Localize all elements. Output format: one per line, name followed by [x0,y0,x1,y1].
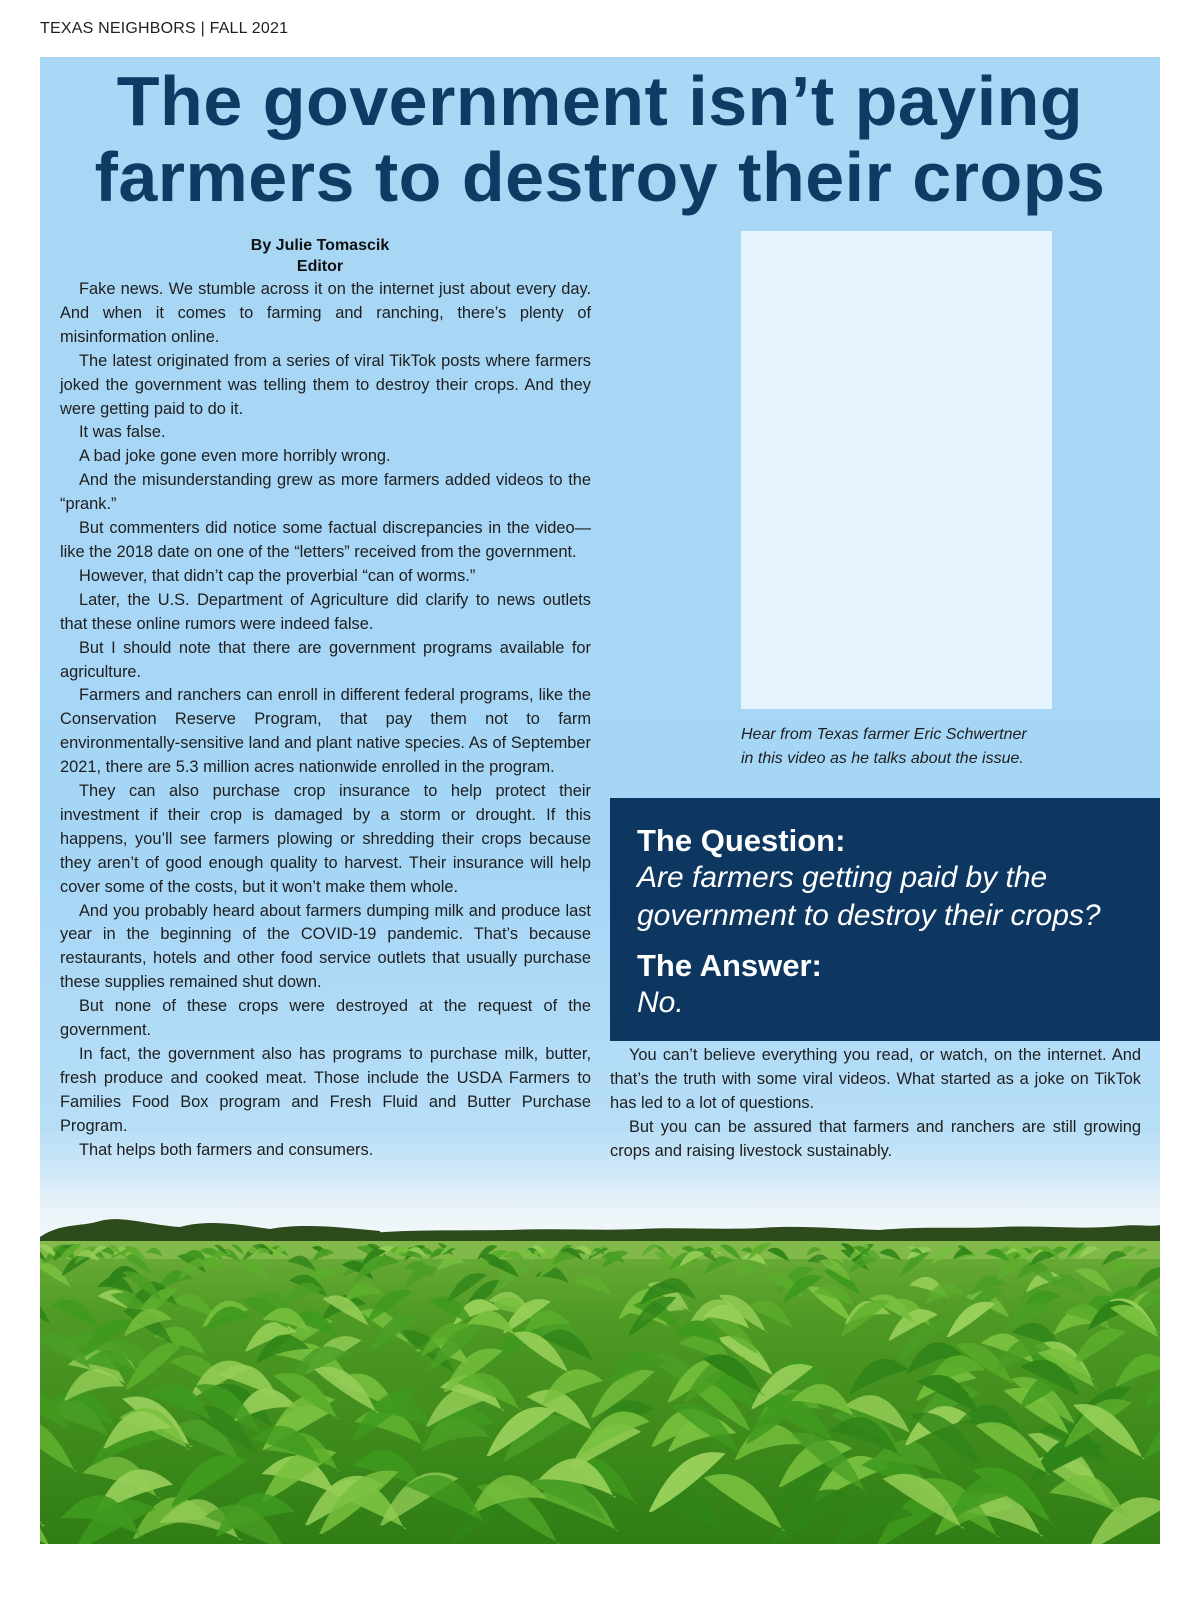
title-line-1: The government isn’t paying [116,62,1084,140]
right-column-body [610,1044,1141,1164]
byline [60,235,580,277]
paragraph: The latest originated from a series of viral TikTok posts where farmers joked the government was telling them to destroy their crops. And they were getting paid to do it. [60,351,591,418]
article-panel [40,57,1160,1544]
paragraph: In fact, the government also has programs to purchase milk, butter, fresh produce and cooked meat. Those include the USDA Farmers to Families Food Box program and Fresh Fluid and Butter Purchase Program. [60,1045,591,1135]
paragraph: But none of these crops were destroyed at the request of the government. [60,997,591,1040]
author-name: By Julie Tomascik [250,237,390,254]
paragraph: And you probably heard about farmers dumping milk and produce last year in the beginning of the COVID-19 pandemic. That’s because restaurants, hotels and other food service outlets that usually purchase these supplies remained shut down. [60,901,591,992]
left-column-body [60,278,591,1163]
answer-text: No. [637,986,684,1019]
question-answer-box [610,798,1160,1041]
paragraph: But you can be assured that farmers and ranchers are still growing crops and raising livestock sustainably. [610,1117,1141,1160]
caption-line-1: Hear from Texas farmer Eric Schwertner [741,726,1027,743]
question-line-1: Are farmers getting paid by the [637,861,1048,894]
cornfield-photo [40,1175,1160,1544]
paragraph: You can’t believe everything you read, or watch, on the internet. And that’s the truth with some viral videos. What started as a joke on TikTok has led to a lot of questions. [610,1046,1141,1112]
question-line-2: government to destroy their crops? [637,899,1101,932]
paragraph: Fake news. We stumble across it on the internet just about every day. And when it comes to farming and ranching, there’s plenty of misinformation online. [60,280,591,346]
video-caption [741,723,1101,771]
paragraph: But commenters did notice some factual discrepancies in the video—like the 2018 date on one of the “letters” received from the government. [60,519,591,561]
paragraph: A bad joke gone even more horribly wrong. [79,447,391,466]
running-head: TEXAS NEIGHBORS | FALL 2021 [40,20,289,37]
paragraph: Farmers and ranchers can enroll in different federal programs, like the Conservation Reserve Program, that pay them not to farm environmentally-sensitive land and plant native species. As of September 2021, there are 5.3 million acres nationwide enrolled in the program. [60,686,591,777]
caption-line-2: in this video as he talks about the issue. [741,750,1024,767]
author-role: Editor [296,258,344,275]
answer-label: The Answer: [637,948,822,983]
question-label: The Question: [637,823,846,858]
video-player[interactable] [741,231,1052,709]
paragraph: It was false. [79,423,166,442]
paragraph: Later, the U.S. Department of Agriculture did clarify to news outlets that these online rumors were indeed false. [60,590,591,633]
title-line-2: farmers to destroy their crops [94,138,1106,216]
paragraph: But I should note that there are government programs available for agriculture. [60,638,591,681]
paragraph: They can also purchase crop insurance to help protect their investment if their crop is damaged by a storm or drought. If this happens, you’ll see farmers plowing or shredding their crops because they aren’t of good enough quality to harvest. Their insurance will help cover some of the costs, but it won’t make them whole. [60,782,591,896]
paragraph: However, that didn’t cap the proverbial “can of worms.” [79,566,476,585]
paragraph: That helps both farmers and consumers. [79,1140,374,1159]
question-text [637,859,1140,935]
paragraph: And the misunderstanding grew as more farmers added videos to the “prank.” [60,471,591,514]
article-title [40,63,1160,215]
